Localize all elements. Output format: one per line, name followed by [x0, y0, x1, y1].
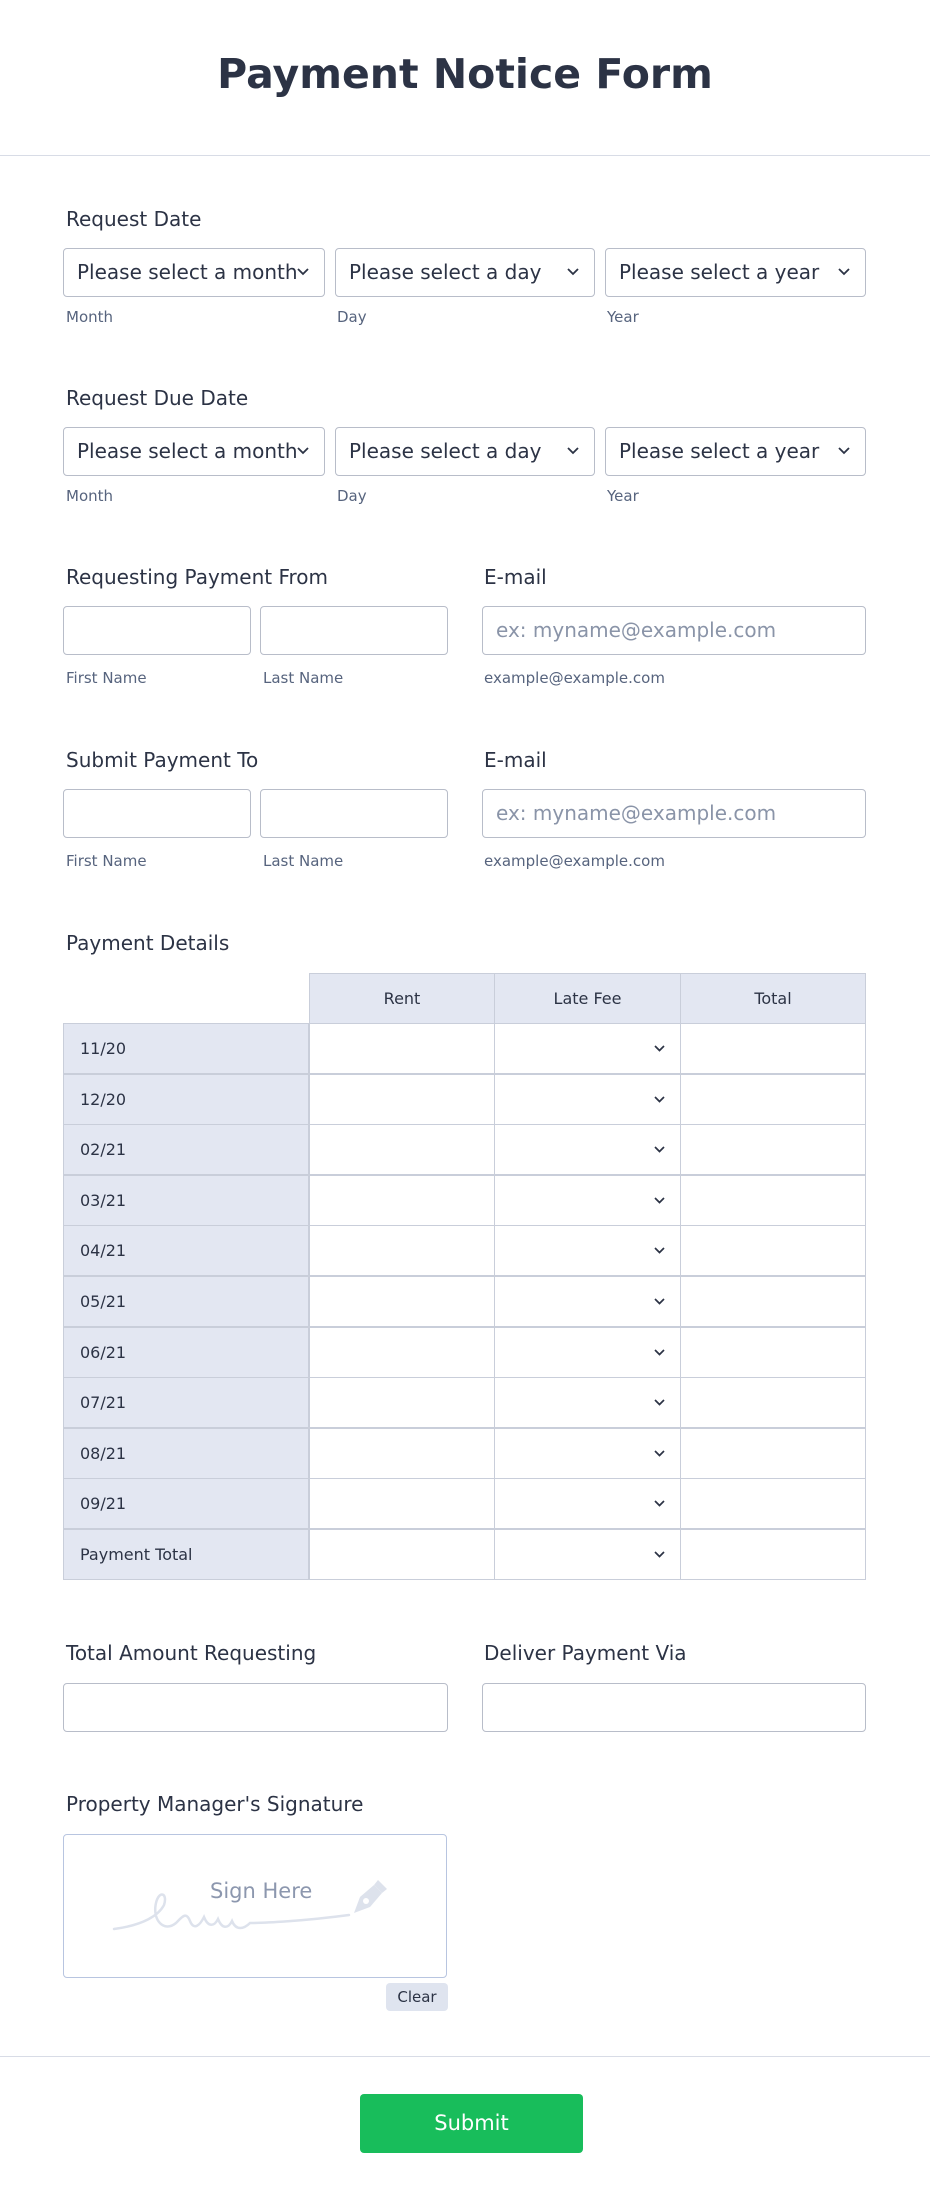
rent-cell-input[interactable]	[309, 1377, 495, 1428]
requesting-from-email-label: E-mail	[484, 565, 547, 589]
late-fee-cell-select[interactable]	[494, 1225, 681, 1276]
row-label: 02/21	[63, 1124, 309, 1175]
row-label: 12/20	[63, 1074, 309, 1125]
table-row	[63, 1327, 866, 1378]
total-cell-input[interactable]	[680, 1023, 866, 1074]
table-row	[63, 1023, 866, 1074]
row-label: 04/21	[63, 1225, 309, 1276]
select-value: Please select a month	[77, 260, 298, 284]
pen-nib-icon	[348, 1875, 392, 1919]
late-fee-cell-select[interactable]	[494, 1377, 681, 1428]
day-sublabel: Day	[337, 487, 367, 505]
select-value: Please select a day	[349, 260, 542, 284]
chevron-down-icon	[653, 1042, 666, 1055]
select-value: Please select a year	[619, 439, 820, 463]
rent-cell-input[interactable]	[309, 1175, 495, 1226]
total-cell-input[interactable]	[680, 1529, 866, 1580]
total-amount-input[interactable]	[63, 1683, 448, 1732]
chevron-down-icon	[653, 1447, 666, 1460]
row-label: 09/21	[63, 1478, 309, 1529]
request-due-date-label: Request Due Date	[66, 386, 249, 410]
requesting-from-first-name-input[interactable]	[63, 606, 251, 655]
row-label: 07/21	[63, 1377, 309, 1428]
first-name-sublabel: First Name	[66, 852, 147, 870]
submit-button[interactable]: Submit	[360, 2094, 583, 2153]
first-name-sublabel: First Name	[66, 669, 147, 687]
late-fee-cell-select[interactable]	[494, 1529, 681, 1580]
month-sublabel: Month	[66, 487, 114, 505]
signature-label: Property Manager's Signature	[66, 1792, 364, 1816]
late-fee-cell-select[interactable]	[494, 1428, 681, 1479]
submit-to-first-name-input[interactable]	[63, 789, 251, 838]
request-date-day-select[interactable]	[335, 248, 595, 297]
total-cell-input[interactable]	[680, 1377, 866, 1428]
late-fee-cell-select[interactable]	[494, 1175, 681, 1226]
rent-cell-input[interactable]	[309, 1276, 495, 1327]
chevron-down-icon	[653, 1548, 666, 1561]
late-fee-cell-select[interactable]	[494, 1478, 681, 1529]
due-date-day-select[interactable]	[335, 427, 595, 476]
chevron-down-icon	[653, 1143, 666, 1156]
late-fee-cell-select[interactable]	[494, 1023, 681, 1074]
column-header-late-fee: Late Fee	[494, 973, 681, 1024]
table-row	[63, 1225, 866, 1276]
row-label: 06/21	[63, 1327, 309, 1378]
table-row	[63, 1428, 866, 1479]
rent-cell-input[interactable]	[309, 1124, 495, 1175]
chevron-down-icon	[296, 444, 310, 458]
chevron-down-icon	[837, 444, 851, 458]
day-sublabel: Day	[337, 308, 367, 326]
total-cell-input[interactable]	[680, 1074, 866, 1125]
table-row	[63, 1529, 866, 1580]
total-cell-input[interactable]	[680, 1175, 866, 1226]
table-row	[63, 1175, 866, 1226]
header-divider	[0, 155, 930, 156]
chevron-down-icon	[653, 1497, 666, 1510]
requesting-from-email-input[interactable]: ex: myname@example.com	[482, 606, 866, 655]
total-cell-input[interactable]	[680, 1428, 866, 1479]
chevron-down-icon	[653, 1295, 666, 1308]
column-header-total: Total	[680, 973, 866, 1024]
total-cell-input[interactable]	[680, 1478, 866, 1529]
submit-to-last-name-input[interactable]	[260, 789, 448, 838]
submit-to-label: Submit Payment To	[66, 748, 259, 772]
signature-pad[interactable]	[63, 1834, 447, 1978]
chevron-down-icon	[653, 1396, 666, 1409]
late-fee-cell-select[interactable]	[494, 1276, 681, 1327]
late-fee-cell-select[interactable]	[494, 1124, 681, 1175]
page-title: Payment Notice Form	[217, 50, 713, 98]
submit-to-email-label: E-mail	[484, 748, 547, 772]
row-label: Payment Total	[63, 1529, 309, 1580]
select-value: Please select a year	[619, 260, 820, 284]
chevron-down-icon	[653, 1194, 666, 1207]
year-sublabel: Year	[607, 487, 639, 505]
total-cell-input[interactable]	[680, 1276, 866, 1327]
request-date-label: Request Date	[66, 207, 202, 231]
rent-cell-input[interactable]	[309, 1478, 495, 1529]
row-label: 11/20	[63, 1023, 309, 1074]
chevron-down-icon	[653, 1093, 666, 1106]
rent-cell-input[interactable]	[309, 1529, 495, 1580]
table-row	[63, 1124, 866, 1175]
table-row	[63, 1478, 866, 1529]
column-header-rent: Rent	[309, 973, 495, 1024]
rent-cell-input[interactable]	[309, 1428, 495, 1479]
requesting-from-label: Requesting Payment From	[66, 565, 328, 589]
request-date-month-select[interactable]	[63, 248, 325, 297]
late-fee-cell-select[interactable]	[494, 1074, 681, 1125]
submit-to-email-input[interactable]: ex: myname@example.com	[482, 789, 866, 838]
year-sublabel: Year	[607, 308, 639, 326]
due-date-month-select[interactable]	[63, 427, 325, 476]
chevron-down-icon	[837, 265, 851, 279]
chevron-down-icon	[566, 265, 580, 279]
last-name-sublabel: Last Name	[263, 852, 344, 870]
select-value: Please select a day	[349, 439, 542, 463]
due-date-year-select[interactable]	[605, 427, 866, 476]
month-sublabel: Month	[66, 308, 114, 326]
sign-here-placeholder: Sign Here	[210, 1879, 313, 1903]
total-amount-label: Total Amount Requesting	[66, 1641, 317, 1665]
deliver-via-input[interactable]	[482, 1683, 866, 1732]
table-row	[63, 1276, 866, 1327]
row-label: 03/21	[63, 1175, 309, 1226]
requesting-from-last-name-input[interactable]	[260, 606, 448, 655]
footer-divider	[0, 2056, 930, 2057]
rent-cell-input[interactable]	[309, 1074, 495, 1125]
email-sublabel: example@example.com	[484, 669, 665, 687]
row-label: 05/21	[63, 1276, 309, 1327]
request-date-year-select[interactable]	[605, 248, 866, 297]
chevron-down-icon	[653, 1346, 666, 1359]
rent-cell-input[interactable]	[309, 1327, 495, 1378]
deliver-via-label: Deliver Payment Via	[484, 1641, 687, 1665]
total-cell-input[interactable]	[680, 1225, 866, 1276]
email-sublabel: example@example.com	[484, 852, 665, 870]
rent-cell-input[interactable]	[309, 1023, 495, 1074]
total-cell-input[interactable]	[680, 1124, 866, 1175]
rent-cell-input[interactable]	[309, 1225, 495, 1276]
total-cell-input[interactable]	[680, 1327, 866, 1378]
last-name-sublabel: Last Name	[263, 669, 344, 687]
clear-signature-button[interactable]: Clear	[386, 1983, 448, 2011]
table-row	[63, 1074, 866, 1125]
payment-details-label: Payment Details	[66, 931, 230, 955]
chevron-down-icon	[296, 265, 310, 279]
row-label: 08/21	[63, 1428, 309, 1479]
select-value: Please select a month	[77, 439, 298, 463]
late-fee-cell-select[interactable]	[494, 1327, 681, 1378]
chevron-down-icon	[653, 1244, 666, 1257]
chevron-down-icon	[566, 444, 580, 458]
table-row	[63, 1377, 866, 1428]
